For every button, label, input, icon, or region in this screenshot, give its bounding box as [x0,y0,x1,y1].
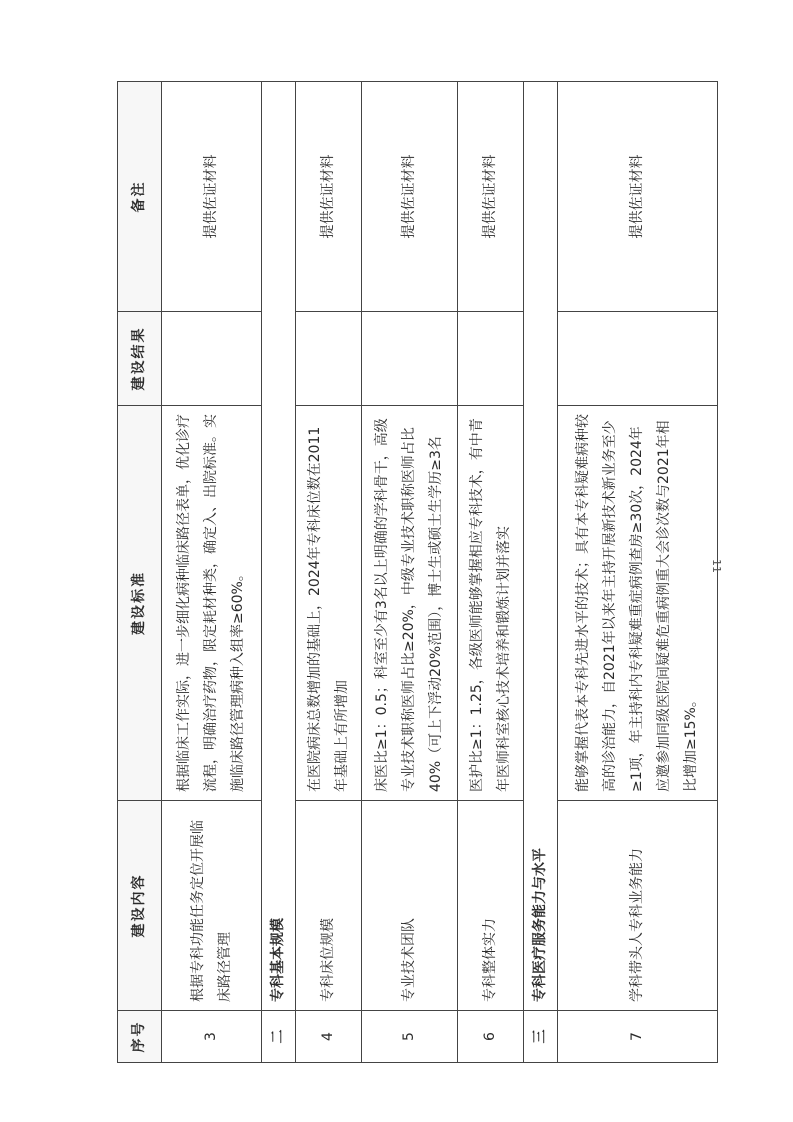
row-content: 学科带头人专科业务能力 [558,801,718,1011]
page-number: 11 [710,559,723,573]
header-result: 建设结果 [118,312,162,406]
construction-standards-table [117,81,718,1063]
row-content: 专业技术团队 [362,801,458,1011]
row-standard: 在医院病床总数增加的基础上，2024年专科床位数在2011年基础上有所增加 [296,406,362,801]
row-result[interactable] [296,312,362,406]
row-content: 专科床位规模 [296,801,362,1011]
header-standard: 建设标准 [118,406,162,801]
row-standard: 医护比≥1：1.25，各级医师能够掌握相应专科技术，有中青年医师科室核心技术培养和锻炼计划并落实 [458,406,524,801]
row-note: 提供佐证材料 [362,82,458,312]
row-note: 提供佐证材料 [162,82,262,312]
row-result[interactable] [458,312,524,406]
table-row [458,82,524,1063]
row-no: 6 [458,1011,524,1063]
header-content: 建设内容 [118,801,162,1011]
section-no: 三 [524,1011,558,1063]
section-title: 专科医疗服务能力与水平 [524,82,558,1011]
row-note: 提供佐证材料 [558,82,718,312]
section-no: 二 [262,1011,296,1063]
section-title: 专科基本规模 [262,82,296,1011]
row-result[interactable] [362,312,458,406]
row-no: 3 [162,1011,262,1063]
section-row [524,82,558,1063]
row-standard: 床医比≥1：0.5；科室至少有3名以上明确的学科骨干，高级专业技术职称医师占比≥20%，中级专业技术职称医师占比40%（可上下浮动20%范围），博士生或硕士生学历≥3名 [362,406,458,801]
row-result[interactable] [558,312,718,406]
row-content: 根据专科功能任务定位开展临床路径管理 [162,801,262,1011]
row-note: 提供佐证材料 [458,82,524,312]
row-content: 专科整体实力 [458,801,524,1011]
table-row [558,82,718,1063]
header-no: 序号 [118,1011,162,1063]
header-note: 备注 [118,82,162,312]
rotated-table-container [117,82,717,1063]
section-row [262,82,296,1063]
row-result[interactable] [162,312,262,406]
table-row [296,82,362,1063]
table-header-row [118,82,162,1063]
table-row [162,82,262,1063]
row-no: 7 [558,1011,718,1063]
table-row [362,82,458,1063]
row-no: 4 [296,1011,362,1063]
row-no: 5 [362,1011,458,1063]
row-standard: 根据临床工作实际，进一步细化病种临床路径表单，优化诊疗流程，明确治疗药物，限定耗材种类，确定入、出院标准。实施临床路径管理病种入组率≥60%。 [162,406,262,801]
row-note: 提供佐证材料 [296,82,362,312]
row-standard: 能够掌握代表本专科先进水平的技术；具有本专科疑难病种较高的诊治能力，自2021年以来年主持开展新技术新业务至少≥1项，年主持科内专科疑难重症病例查房≥30次，2024年应邀参加同级医院间疑难危重病例重大会诊次数与2021年相比增加≥15%。 [558,406,718,801]
